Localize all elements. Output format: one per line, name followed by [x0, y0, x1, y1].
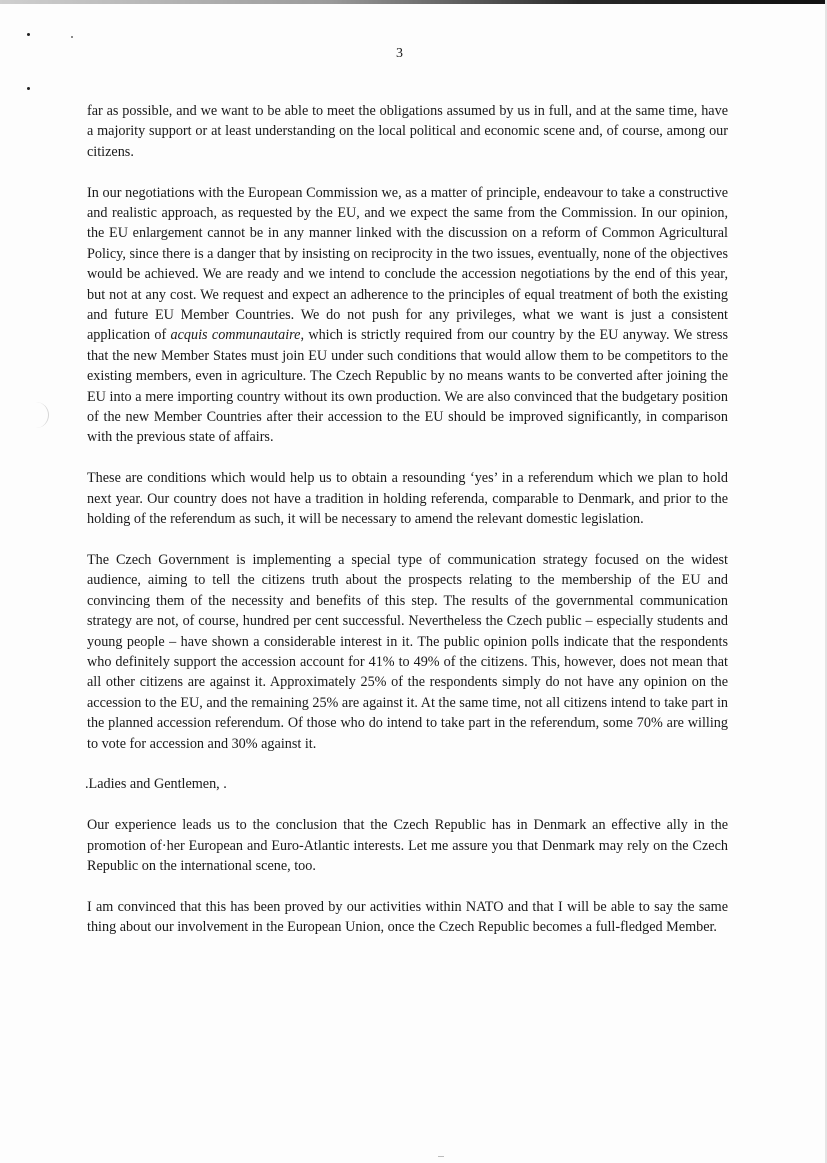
scan-top-edge [0, 0, 827, 4]
scan-speck [27, 33, 30, 36]
scan-speck [71, 36, 73, 38]
paragraph-6: I am convinced that this has been proved by our activities within NATO and that I will be able to say the same thing about our involvement in the European Union, once the Czech Republic becomes a full-fledged Member. [87, 898, 728, 936]
paragraph-5: Our experience leads us to the conclusion that the Czech Republic has in Denmark an effective ally in the promotion of·her European and Euro-Atlantic interests. Let me assure you that Denmark may rely on the Czech Republic on the international scene, too. [87, 817, 728, 874]
paragraph-2-italic-term: acquis communautaire [170, 327, 301, 344]
scan-bottom-mark [438, 1156, 444, 1157]
paragraph-2 [87, 183, 728, 448]
paragraph-2-text: In our negotiations with the European Commission we, as a matter of principle, endeavour to take a constructive and realistic approach, as requested by the EU, and we expect the same from the Commission. In our opinion, the EU enlargement cannot be in any manner linked with the discussion on a reform of Common Agricultural Policy, since there is a danger that by insisting on reciprocity in the two issues, eventually, none of the objectives would be achieved. We are ready and we intend to conclude the accession negotiations by the end of this year, but not at any cost. We request and expect an adherence to the principles of equal treatment of both the existing and future EU Member Countries. We do not push for any privileges, what we want is just a consistent application of [87, 184, 728, 344]
page-number: 3 [396, 46, 403, 61]
paragraph-3: These are conditions which would help us to obtain a resounding ‘yes’ in a referendum which we plan to hold next year. Our country does not have a tradition in holding referenda, comparable to Denmark, and prior to the holding of the referendum as such, it will be necessary to amend the relevant domestic legislation. [87, 470, 728, 528]
paragraph-1: far as possible, and we want to be able to meet the obligations assumed by us in full, and at the same time, have a majority support or at least understanding on the local political and economic scene and, of course, among our citizens. [87, 103, 728, 160]
paragraph-2-continuation: , which is strictly required from our country by the EU anyway. We stress that the new Member States must join EU under such conditions that would allow them to be competitors to the existing members, even in agriculture. The Czech Republic by no means wants to be converted after joining the EU into a mere importing country without its own production. We are also convinced that the budgetary position of the new Member Countries after their accession to the EU should be improved significantly, in comparison with the previous state of affairs. [87, 327, 728, 446]
scan-speck [27, 87, 30, 90]
salutation: .Ladies and Gentlemen, . [85, 776, 227, 793]
paragraph-4: The Czech Government is implementing a special type of communication strategy focused on the widest audience, aiming to tell the citizens truth about the prospects relating to the membership of the EU and convincing them of the necessity and benefits of this step. The results of the governmental communication strategy are not, of course, hundred per cent successful. Nevertheless the Czech public – especially students and young people – have shown a considerable interest in it. The public opinion polls indicate that the respondents who definitely support the accession account for 41% to 49% of the citizens. This, however, does not mean that all other citizens are against it. Approximately 25% of the respondents simply do not have any opinion on the accession to the EU, and the remaining 25% are against it. At the same time, not all citizens intend to take part in the planned accession referendum. Of those who do intend to take part in the referendum, some 70% are willing to vote for accession and 30% against it. [87, 551, 729, 752]
body-text [87, 101, 728, 958]
punch-hole-mark [28, 402, 49, 428]
